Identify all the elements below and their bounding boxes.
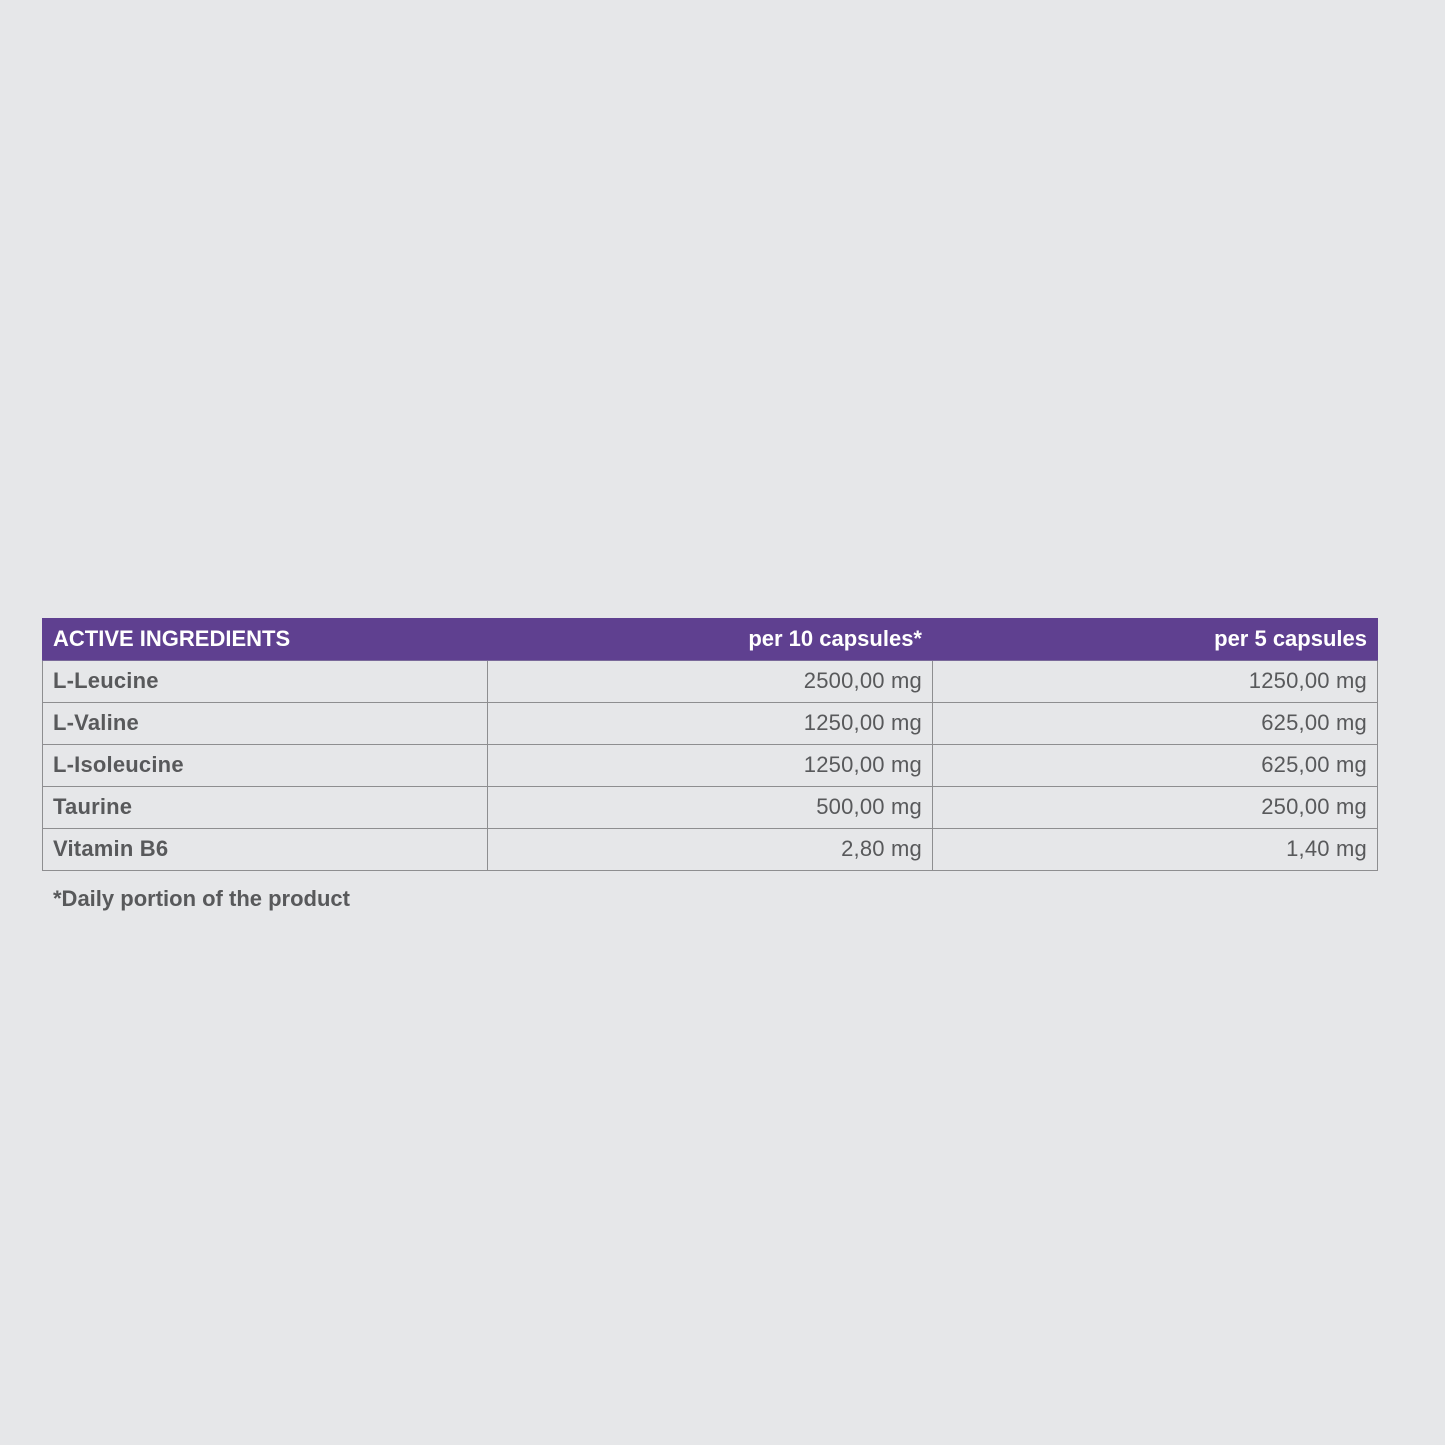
table-row bbox=[43, 702, 1378, 744]
table-row bbox=[43, 828, 1378, 870]
table-header-row bbox=[43, 618, 1378, 660]
amount-per-5: 1250,00 mg bbox=[933, 660, 1378, 702]
amount-per-5: 625,00 mg bbox=[933, 744, 1378, 786]
ingredient-name: Taurine bbox=[43, 786, 488, 828]
amount-per-10: 1250,00 mg bbox=[488, 702, 933, 744]
ingredient-name: L-Isoleucine bbox=[43, 744, 488, 786]
ingredient-name: L-Valine bbox=[43, 702, 488, 744]
footnote: *Daily portion of the product bbox=[53, 886, 350, 911]
amount-per-10: 2500,00 mg bbox=[488, 660, 933, 702]
table-row bbox=[43, 786, 1378, 828]
table-row bbox=[43, 744, 1378, 786]
amount-per-10: 1250,00 mg bbox=[488, 744, 933, 786]
amount-per-5: 1,40 mg bbox=[933, 828, 1378, 870]
header-active-ingredients: ACTIVE INGREDIENTS bbox=[43, 618, 488, 660]
ingredients-table bbox=[42, 618, 1378, 871]
table-row bbox=[43, 660, 1378, 702]
amount-per-5: 250,00 mg bbox=[933, 786, 1378, 828]
ingredient-name: L-Leucine bbox=[43, 660, 488, 702]
amount-per-5: 625,00 mg bbox=[933, 702, 1378, 744]
amount-per-10: 500,00 mg bbox=[488, 786, 933, 828]
amount-per-10: 2,80 mg bbox=[488, 828, 933, 870]
ingredient-name: Vitamin B6 bbox=[43, 828, 488, 870]
header-per-10-capsules: per 10 capsules* bbox=[488, 618, 933, 660]
header-per-5-capsules: per 5 capsules bbox=[933, 618, 1378, 660]
